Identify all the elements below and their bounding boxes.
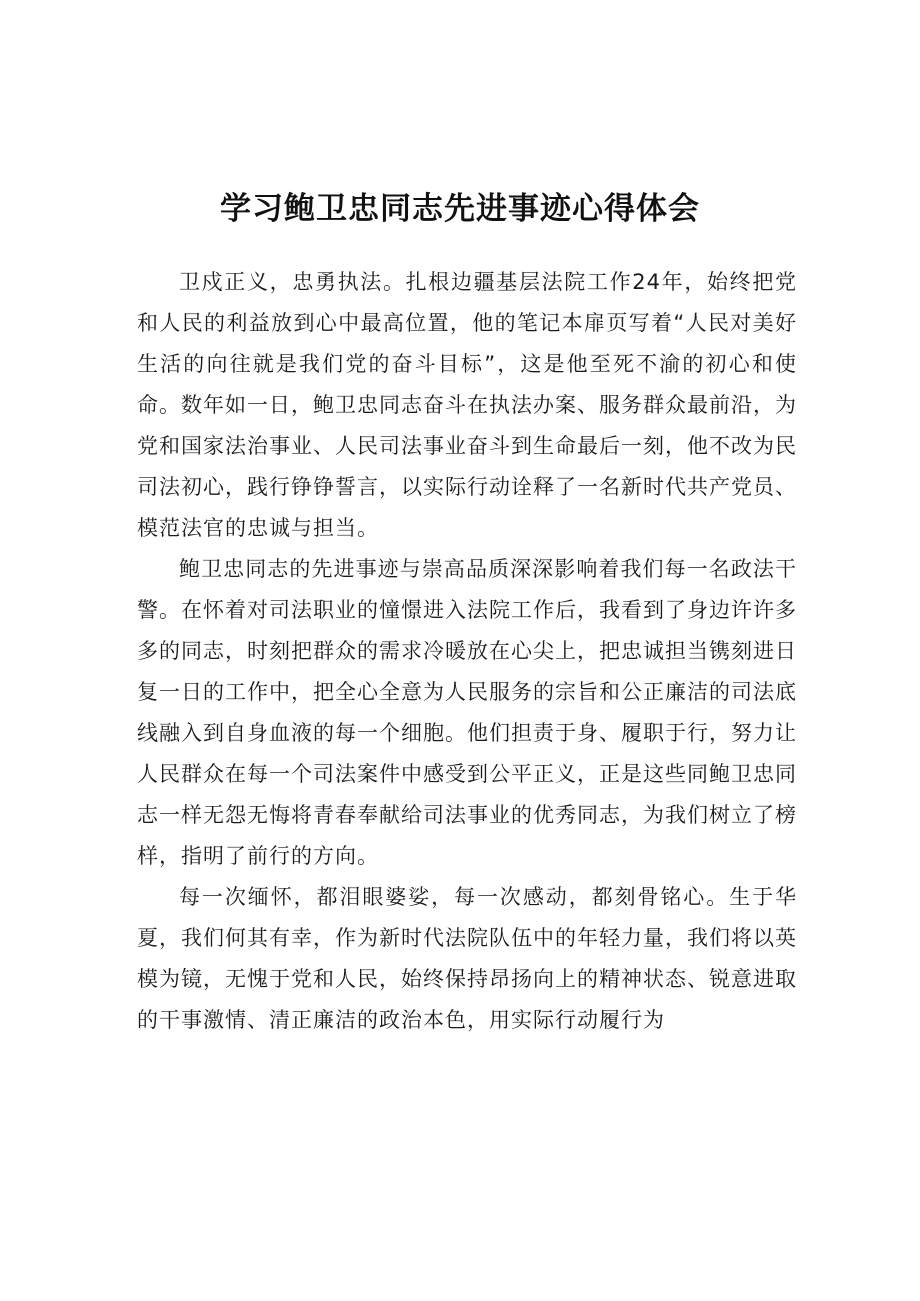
paragraph: 卫戍正义，忠勇执法。扎根边疆基层法院工作24年，始终把党和人民的利益放到心中最高位置，他的笔记本扉页写着“人民对美好生活的向往就是我们党的奋斗目标”，这是他至死不渝的初心和使命。数年如一日，鲍卫忠同志奋斗在执法办案、服务群众最前沿，为党和国家法治事业、人民司法事业奋斗到生命最后一刻，他不改为民司法初心，践行铮铮誓言，以实际行动诠释了一名新时代共产党员、模范法官的忠诚与担当。 xyxy=(137,270,797,540)
paragraph: 鲍卫忠同志的先进事迹与崇高品质深深影响着我们每一名政法干警。在怀着对司法职业的憧憬进入法院工作后，我看到了身边许许多多的同志，时刻把群众的需求冷暖放在心尖上，把忠诚担当镌刻进日复一日的工作中，把全心全意为人民服务的宗旨和公正廉洁的司法底线融入到自身血液的每一个细胞。他们担责于身、履职于行，努力让人民群众在每一个司法案件中感受到公平正义，正是这些同鲍卫忠同志一样无怨无悔将青春奉献给司法事业的优秀同志，为我们树立了榜样，指明了前行的方向。 xyxy=(137,557,797,868)
document-title: 学习鲍卫忠同志先进事迹心得体会 xyxy=(220,190,700,227)
document-body xyxy=(137,262,797,1041)
paragraph: 每一次缅怀，都泪眼婆娑，每一次感动，都刻骨铭心。生于华夏，我们何其有幸，作为新时代法院队伍中的年轻力量，我们将以英模为镜，无愧于党和人民，始终保持昂扬向上的精神状态、锐意进取的干事激情、清正廉洁的政治本色，用实际行动履行为 xyxy=(137,885,797,1032)
